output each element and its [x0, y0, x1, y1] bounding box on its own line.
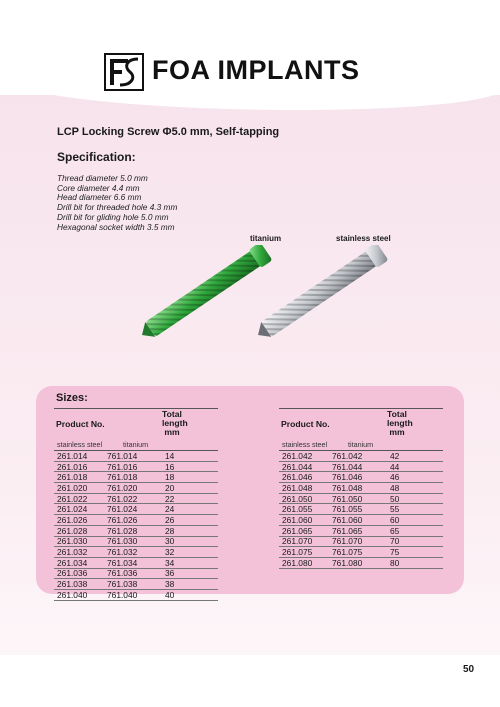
specification-title: Specification:	[57, 150, 136, 164]
length-value: 46	[390, 472, 400, 483]
table-row	[279, 504, 443, 515]
stainless-steel-number: 261.040	[57, 589, 88, 600]
table-subheader: stainless steel titanium	[54, 439, 218, 451]
titanium-number: 761.038	[107, 579, 138, 590]
length-value: 38	[165, 579, 175, 590]
titanium-number: 761.026	[107, 514, 138, 525]
stainless-steel-number: 261.075	[282, 547, 313, 558]
length-value: 24	[165, 504, 175, 515]
titanium-number: 761.022	[107, 493, 138, 504]
table-row	[54, 451, 218, 462]
titanium-number: 761.050	[332, 493, 363, 504]
sizes-title: Sizes:	[56, 392, 88, 404]
table-row	[54, 462, 218, 473]
spec-item: Hexagonal socket width 3.5 mm	[57, 221, 175, 232]
stainless-steel-number: 261.014	[57, 450, 88, 461]
stainless-steel-number: 261.016	[57, 461, 88, 472]
table-row	[279, 537, 443, 548]
titanium-number: 761.048	[332, 482, 363, 493]
table-row	[54, 558, 218, 569]
length-value: 36	[165, 568, 175, 579]
table-row	[279, 558, 443, 569]
stainless-steel-number: 261.032	[57, 547, 88, 558]
stainless-steel-number: 261.046	[282, 472, 313, 483]
table-row	[279, 472, 443, 483]
stainless-steel-label: stainless steel	[336, 234, 391, 243]
titanium-number: 761.080	[332, 557, 363, 568]
stainless-steel-number: 261.048	[282, 482, 313, 493]
titanium-screw-icon	[136, 245, 273, 344]
total-length-header: Total length mm	[162, 409, 188, 437]
stainless-steel-number: 261.024	[57, 504, 88, 515]
length-value: 28	[165, 525, 175, 536]
table-row	[54, 494, 218, 505]
titanium-number: 761.032	[107, 547, 138, 558]
titanium-number: 761.075	[332, 547, 363, 558]
length-value: 16	[165, 461, 175, 472]
stainless-steel-screw-icon	[252, 245, 389, 344]
length-value: 65	[390, 525, 400, 536]
stainless-steel-number: 261.044	[282, 461, 313, 472]
product-no-header: Product No.	[56, 419, 105, 429]
length-value: 48	[390, 482, 400, 493]
length-value: 60	[390, 514, 400, 525]
spec-item: Drill bit for threaded hole 4.3 mm	[57, 202, 178, 213]
length-value: 14	[165, 450, 175, 461]
length-value: 44	[390, 461, 400, 472]
titanium-number: 761.070	[332, 536, 363, 547]
titanium-number: 761.024	[107, 504, 138, 515]
titanium-number: 761.028	[107, 525, 138, 536]
stainless-steel-number: 261.060	[282, 514, 313, 525]
table-row	[54, 504, 218, 515]
stainless-steel-number: 261.018	[57, 472, 88, 483]
length-value: 34	[165, 557, 175, 568]
stainless-steel-number: 261.028	[57, 525, 88, 536]
table-row	[54, 590, 218, 601]
length-value: 50	[390, 493, 400, 504]
titanium-number: 761.014	[107, 450, 138, 461]
titanium-number: 761.018	[107, 472, 138, 483]
titanium-number: 761.036	[107, 568, 138, 579]
table-row	[54, 472, 218, 483]
titanium-number: 761.020	[107, 482, 138, 493]
titanium-number: 761.060	[332, 514, 363, 525]
titanium-number: 761.016	[107, 461, 138, 472]
foa-logo-icon	[104, 53, 144, 91]
titanium-number: 761.046	[332, 472, 363, 483]
length-value: 42	[390, 450, 400, 461]
stainless-steel-number: 261.020	[57, 482, 88, 493]
length-value: 18	[165, 472, 175, 483]
stainless-steel-number: 261.055	[282, 504, 313, 515]
table-row	[54, 537, 218, 548]
spec-item: Core diameter 4.4 mm	[57, 182, 140, 193]
stainless-steel-number: 261.036	[57, 568, 88, 579]
table-row	[54, 515, 218, 526]
product-title: LCP Locking Screw Φ5.0 mm, Self-tapping	[57, 126, 280, 138]
titanium-number: 761.040	[107, 589, 138, 600]
stainless-steel-number: 261.034	[57, 557, 88, 568]
stainless-steel-number: 261.042	[282, 450, 313, 461]
brand-name: FOA IMPLANTS	[152, 55, 360, 85]
page-number: 50	[463, 664, 475, 675]
table-row	[279, 483, 443, 494]
length-value: 20	[165, 482, 175, 493]
length-value: 70	[390, 536, 400, 547]
table-row	[54, 569, 218, 580]
stainless-steel-number: 261.038	[57, 579, 88, 590]
titanium-number: 761.030	[107, 536, 138, 547]
length-value: 22	[165, 493, 175, 504]
stainless-steel-number: 261.030	[57, 536, 88, 547]
length-value: 32	[165, 547, 175, 558]
titanium-number: 761.034	[107, 557, 138, 568]
product-no-header: Product No.	[281, 419, 330, 429]
titanium-number: 761.044	[332, 461, 363, 472]
table-header	[279, 408, 443, 439]
length-value: 30	[165, 536, 175, 547]
table-row	[279, 547, 443, 558]
titanium-number: 761.042	[332, 450, 363, 461]
table-row	[279, 462, 443, 473]
table-row	[279, 515, 443, 526]
table-row	[279, 526, 443, 537]
spec-item: Thread diameter 5.0 mm	[57, 173, 148, 183]
screw-images	[130, 245, 410, 350]
spec-item: Head diameter 6.6 mm	[57, 192, 142, 203]
spec-item: Drill bit for gliding hole 5.0 mm	[57, 211, 169, 222]
table-row	[54, 483, 218, 494]
table-subheader: stainless steel titanium	[279, 439, 443, 451]
table-row	[279, 494, 443, 505]
table-row	[54, 526, 218, 537]
stainless-steel-number: 261.065	[282, 525, 313, 536]
length-value: 55	[390, 504, 400, 515]
stainless-steel-number: 261.070	[282, 536, 313, 547]
stainless-steel-number: 261.022	[57, 493, 88, 504]
total-length-header: Total length mm	[387, 409, 413, 437]
titanium-label: titanium	[250, 234, 282, 243]
table-header	[54, 408, 218, 439]
length-value: 80	[390, 557, 400, 568]
length-value: 75	[390, 547, 400, 558]
titanium-number: 761.055	[332, 504, 363, 515]
table-row	[54, 579, 218, 590]
sizes-panel	[36, 386, 464, 600]
sizes-table-right	[279, 408, 443, 569]
length-value: 40	[165, 589, 175, 600]
titanium-number: 761.065	[332, 525, 363, 536]
stainless-steel-number: 261.080	[282, 557, 313, 568]
table-row	[54, 547, 218, 558]
stainless-steel-number: 261.026	[57, 514, 88, 525]
specification-list	[57, 174, 177, 232]
stainless-steel-number: 261.050	[282, 493, 313, 504]
sizes-table-left	[54, 408, 218, 601]
table-row	[279, 451, 443, 462]
length-value: 26	[165, 514, 175, 525]
